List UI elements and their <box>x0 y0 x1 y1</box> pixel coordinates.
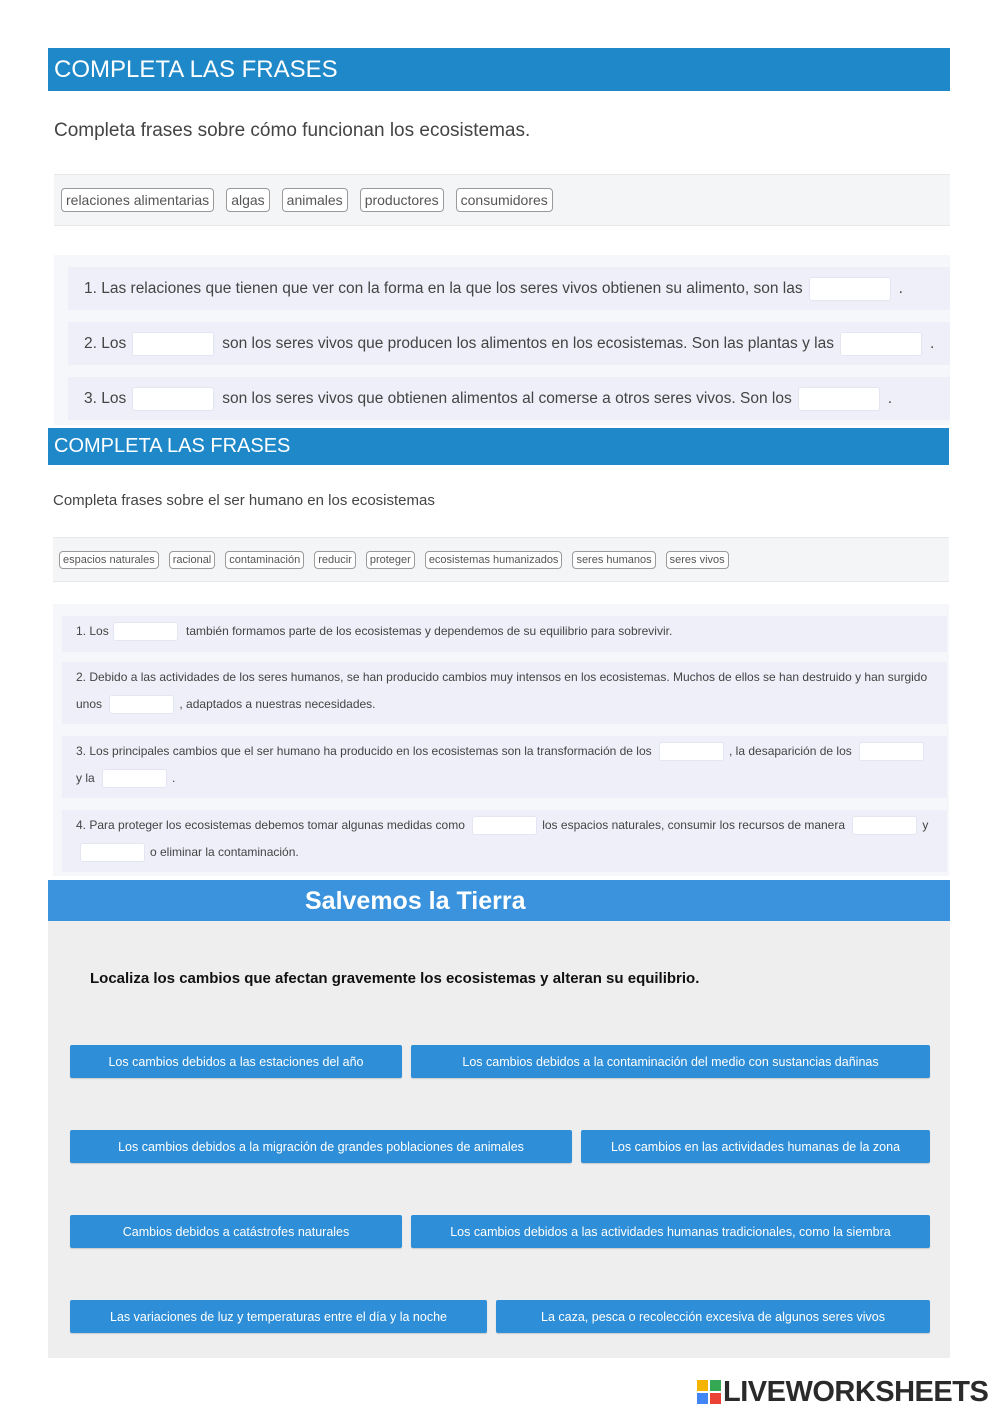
section2-sentence-2: 2. Debido a las actividades de los seres humanos, se han producido cambios muy intensos en los ecosistemas. Muchos de ellos se han destruido y han surgido unos , adaptados a nuestras necesidades. <box>62 662 947 724</box>
logo-text: LIVEWORKSHEETS <box>723 1375 989 1408</box>
answer-blank[interactable] <box>102 769 167 788</box>
word-chip[interactable]: productores <box>360 188 444 212</box>
answer-blank[interactable] <box>113 622 178 641</box>
option-button[interactable]: Cambios debidos a catástrofes naturales <box>70 1215 402 1248</box>
answer-blank[interactable] <box>659 742 724 761</box>
option-button[interactable]: Los cambios debidos a la contaminación del medio con sustancias dañinas <box>411 1045 930 1078</box>
section3-instruction: Localiza los cambios que afectan gravemente los ecosistemas y alteran su equilibrio. <box>90 970 700 987</box>
answer-blank[interactable] <box>852 816 917 835</box>
answer-blank[interactable] <box>132 332 214 356</box>
word-chip[interactable]: consumidores <box>456 188 553 212</box>
option-button[interactable]: Los cambios debidos a la migración de grandes poblaciones de animales <box>70 1130 572 1163</box>
section2-title: COMPLETA LAS FRASES <box>54 435 291 457</box>
answer-blank[interactable] <box>80 843 145 862</box>
section1-sentence-1: 1. Las relaciones que tienen que ver con la forma en la que los seres vivos obtienen su alimento, son las . <box>68 267 950 310</box>
section2-intro: Completa frases sobre el ser humano en los ecosistemas <box>53 492 435 509</box>
section3-title: Salvemos la Tierra <box>305 887 526 915</box>
answer-blank[interactable] <box>109 695 174 714</box>
option-button[interactable]: Los cambios en las actividades humanas de la zona <box>581 1130 930 1163</box>
option-button[interactable]: Los cambios debidos a las estaciones del año <box>70 1045 402 1078</box>
answer-blank[interactable] <box>132 387 214 411</box>
section1-header <box>48 48 950 91</box>
word-chip[interactable]: algas <box>226 188 269 212</box>
section2-sentence-1: 1. Los también formamos parte de los ecosistemas y dependemos de su equilibrio para sobrevivir. <box>62 616 947 652</box>
section3-header <box>48 880 950 921</box>
section3-panel <box>48 880 950 1358</box>
word-chip[interactable]: proteger <box>366 551 415 569</box>
word-chip[interactable]: seres humanos <box>572 551 655 569</box>
liveworksheets-logo-icon <box>697 1380 721 1404</box>
section1-word-bank <box>54 174 950 226</box>
word-chip[interactable]: animales <box>282 188 348 212</box>
section2-header <box>48 428 949 465</box>
word-chip[interactable]: ecosistemas humanizados <box>425 551 563 569</box>
section1-sentence-2: 2. Los son los seres vivos que producen los alimentos en los ecosistemas. Son las plantas y las . <box>68 322 950 365</box>
word-chip[interactable]: relaciones alimentarias <box>61 188 214 212</box>
section1-sentence-3: 3. Los son los seres vivos que obtienen alimentos al comerse a otros seres vivos. Son los . <box>68 377 950 420</box>
word-chip[interactable]: contaminación <box>225 551 304 569</box>
word-chip[interactable]: seres vivos <box>666 551 729 569</box>
word-chip[interactable]: reducir <box>314 551 356 569</box>
answer-blank[interactable] <box>840 332 922 356</box>
option-button[interactable]: La caza, pesca o recolección excesiva de algunos seres vivos <box>496 1300 930 1333</box>
section2-sentence-4: 4. Para proteger los ecosistemas debemos tomar algunas medidas como los espacios naturales, consumir los recursos de manera y o eliminar la contaminación. <box>62 810 947 872</box>
section1-intro: Completa frases sobre cómo funcionan los ecosistemas. <box>54 120 531 141</box>
section2-word-bank <box>53 537 949 582</box>
word-chip[interactable]: espacios naturales <box>59 551 159 569</box>
answer-blank[interactable] <box>809 277 891 301</box>
answer-blank[interactable] <box>472 816 537 835</box>
answer-blank[interactable] <box>859 742 924 761</box>
section2-sentence-3: 3. Los principales cambios que el ser humano ha producido en los ecosistemas son la transformación de los , la desaparición de los y la . <box>62 736 947 798</box>
liveworksheets-logo <box>697 1375 988 1409</box>
option-button[interactable]: Los cambios debidos a las actividades humanas tradicionales, como la siembra <box>411 1215 930 1248</box>
answer-blank[interactable] <box>798 387 880 411</box>
option-button[interactable]: Las variaciones de luz y temperaturas entre el día y la noche <box>70 1300 487 1333</box>
word-chip[interactable]: racional <box>169 551 216 569</box>
section1-title: COMPLETA LAS FRASES <box>54 55 338 83</box>
